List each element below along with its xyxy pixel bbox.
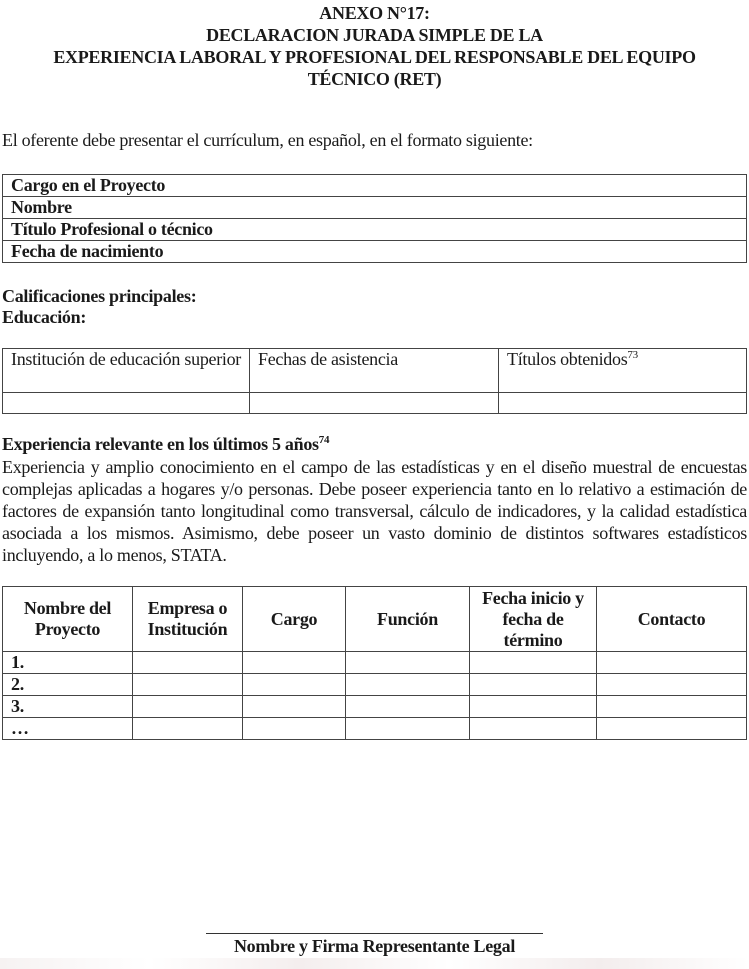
cell-nombre: Nombre bbox=[3, 197, 747, 219]
qualifications-heading: Calificaciones principales: bbox=[2, 286, 197, 306]
signature-line bbox=[206, 933, 543, 934]
personal-info-table bbox=[2, 174, 747, 263]
header-fechas: Fecha inicio y fecha de término bbox=[470, 587, 597, 652]
title-line: ANEXO N°17: bbox=[319, 3, 430, 23]
intro-text: El oferente debe presentar el currículum, en español, en el formato siguiente: bbox=[2, 130, 533, 150]
header-nombre-proyecto: Nombre del Proyecto bbox=[3, 587, 133, 652]
title-line: DECLARACION JURADA SIMPLE DE LA bbox=[206, 25, 543, 45]
table-row: … bbox=[3, 718, 747, 740]
document-title bbox=[0, 2, 749, 90]
watermark-strip bbox=[0, 958, 749, 969]
table-row: 3. bbox=[3, 696, 747, 718]
table-row: 1. bbox=[3, 652, 747, 674]
education-heading: Educación: bbox=[2, 307, 87, 327]
table-row: 2. bbox=[3, 674, 747, 696]
title-line: TÉCNICO (RET) bbox=[307, 69, 442, 89]
empty-cell bbox=[250, 393, 499, 414]
header-fechas: Fechas de asistencia bbox=[250, 349, 499, 393]
cell-cargo: Cargo en el Proyecto bbox=[3, 175, 747, 197]
title-line: EXPERIENCIA LABORAL Y PROFESIONAL DEL RESPONSABLE DEL EQUIPO bbox=[53, 47, 696, 67]
cell-fecha-nacimiento: Fecha de nacimiento bbox=[3, 241, 747, 263]
signature-label: Nombre y Firma Representante Legal bbox=[233, 936, 516, 956]
header-funcion: Función bbox=[346, 587, 470, 652]
experience-table bbox=[2, 586, 747, 740]
experience-heading: Experiencia relevante en los últimos 5 años$^{74}$ bbox=[2, 434, 330, 454]
empty-cell bbox=[499, 393, 747, 414]
header-institucion: Institución de educación superior bbox=[3, 349, 250, 393]
experience-paragraph: Experiencia y amplio conocimiento en el campo de las estadísticas y en el diseño muestral de encuestas complejas aplicadas a hogares y/o personas. Debe poseer experiencia tanto en lo relativo a estimación de factores de expansión tanto longitudinal como transversal, cálculo de indicadores, y la calidad estadística asociada a los mismos. Asimismo, debe poseer un vasto dominio de distintos softwares estadísticos incluyendo, a lo menos, STATA. bbox=[2, 457, 747, 565]
header-cargo: Cargo bbox=[243, 587, 346, 652]
header-titulos: Títulos obtenidos$^{73}$ bbox=[499, 349, 747, 393]
empty-cell bbox=[3, 393, 250, 414]
header-contacto: Contacto bbox=[597, 587, 747, 652]
cell-titulo: Título Profesional o técnico bbox=[3, 219, 747, 241]
education-table bbox=[2, 348, 747, 414]
header-empresa: Empresa o Institución bbox=[133, 587, 243, 652]
